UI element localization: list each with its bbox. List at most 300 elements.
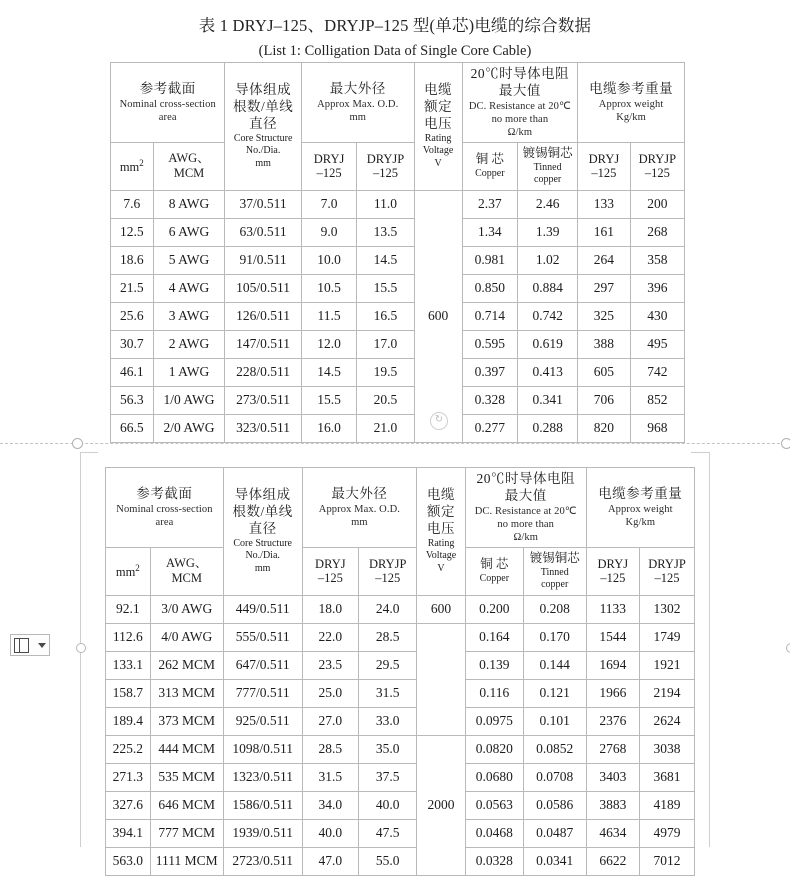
cell-weight-dryjp: 4979 xyxy=(640,819,695,847)
cell-awg-mcm: 262 MCM xyxy=(150,651,223,679)
cell-od-dryjp: 33.0 xyxy=(359,707,417,735)
cell-core-structure: 777/0.511 xyxy=(223,679,302,707)
cell-core-structure: 1939/0.511 xyxy=(223,819,302,847)
cell-od-dryj: 34.0 xyxy=(302,791,359,819)
table-row xyxy=(111,274,685,302)
header-approx-weight-en: Approx weight xyxy=(598,98,664,110)
cell-weight-dryjp: 430 xyxy=(630,302,684,330)
cell-rating-voltage-blank xyxy=(417,623,466,735)
cell-awg-mcm: 1 AWG xyxy=(153,358,225,386)
header-dc-resistance-en2: no more than xyxy=(497,518,555,530)
header-core-structure-cn3: 直径 xyxy=(248,521,277,537)
cell-resistance-copper: 0.981 xyxy=(462,246,518,274)
table-row xyxy=(111,190,685,218)
cell-od-dryj: 12.0 xyxy=(301,330,357,358)
cell-od-dryj: 18.0 xyxy=(302,595,359,623)
cell-od-dryjp: 40.0 xyxy=(359,791,417,819)
page-subtitle: (List 1: Colligation Data of Single Core Cable) xyxy=(258,43,532,59)
header-nominal-area-en2: area xyxy=(155,517,174,528)
header-rating-voltage-en3: V xyxy=(434,157,442,169)
cell-weight-dryj: 1133 xyxy=(586,595,639,623)
subheader-resistance-tinned-cn: 镀锡铜芯 xyxy=(529,551,580,566)
subheader-resistance-copper-cn: 铜 芯 xyxy=(480,557,509,572)
cell-od-dryjp: 47.5 xyxy=(359,819,417,847)
cell-od-dryjp: 16.5 xyxy=(357,302,414,330)
cell-weight-dryj: 264 xyxy=(578,246,631,274)
cell-nominal-area-mm2: 25.6 xyxy=(111,302,154,330)
cell-od-dryj: 31.5 xyxy=(302,763,359,791)
subheader-resistance-copper xyxy=(462,143,518,191)
subheader-resistance-tinned-en: Tinned xyxy=(533,161,562,173)
cell-weight-dryjp: 1921 xyxy=(640,651,695,679)
cell-rating-voltage-2000: 2000 xyxy=(417,735,466,875)
cell-od-dryjp: 17.0 xyxy=(357,330,414,358)
cell-resistance-copper: 0.116 xyxy=(465,679,523,707)
cell-weight-dryjp: 2624 xyxy=(640,707,695,735)
cell-resistance-tinned: 0.0586 xyxy=(523,791,586,819)
header-nominal-area-en: Nominal cross-section xyxy=(116,503,213,515)
cell-rating-voltage: 600 xyxy=(414,190,462,442)
table-row xyxy=(111,386,685,414)
header-core-structure-cn1: 导体组成 xyxy=(235,82,292,98)
header-approx-od-unit: mm xyxy=(349,112,366,123)
cell-resistance-tinned: 0.0487 xyxy=(523,819,586,847)
cell-awg-mcm: 8 AWG xyxy=(153,190,225,218)
subheader-resistance-tinned xyxy=(518,143,578,191)
cell-weight-dryj: 161 xyxy=(578,218,631,246)
table-row xyxy=(106,847,695,875)
cell-resistance-tinned: 1.02 xyxy=(518,246,578,274)
header-nominal-area-en2: area xyxy=(158,112,177,123)
subheader-weight-dryjp-line2: –125 xyxy=(654,571,680,586)
subheader-weight-dryj xyxy=(586,548,639,596)
subheader-resistance-copper-en: Copper xyxy=(479,573,510,584)
cell-nominal-area-mm2: 7.6 xyxy=(111,190,154,218)
cell-weight-dryjp: 3681 xyxy=(640,763,695,791)
cell-core-structure: 63/0.511 xyxy=(225,218,301,246)
cell-weight-dryj: 820 xyxy=(578,414,631,442)
cell-od-dryj: 40.0 xyxy=(302,819,359,847)
cell-od-dryjp: 29.5 xyxy=(359,651,417,679)
table-row xyxy=(111,302,685,330)
cell-weight-dryj: 133 xyxy=(578,190,631,218)
page-title: 表 1 DRYJ–125、DRYJP–125 型(单芯)电缆的综合数据 xyxy=(198,16,592,35)
header-core-structure-sub-en: No./Dia. xyxy=(245,550,280,562)
header-rating-voltage-cn1: 电缆 xyxy=(427,487,456,503)
cell-nominal-area-mm2: 56.3 xyxy=(111,386,154,414)
cell-resistance-copper: 0.200 xyxy=(465,595,523,623)
header-row-group xyxy=(111,63,685,143)
cell-od-dryj: 28.5 xyxy=(302,735,359,763)
cell-weight-dryjp: 396 xyxy=(630,274,684,302)
cell-resistance-copper: 1.34 xyxy=(462,218,518,246)
cell-resistance-tinned: 1.39 xyxy=(518,218,578,246)
cell-core-structure: 323/0.511 xyxy=(225,414,301,442)
cell-awg-mcm: 3/0 AWG xyxy=(150,595,223,623)
header-dc-resistance-cn2: 最大值 xyxy=(498,82,541,98)
header-core-structure-cn2: 根数/单线 xyxy=(232,504,293,520)
subheader-resistance-copper xyxy=(465,548,523,596)
cell-od-dryj: 25.0 xyxy=(302,679,359,707)
header-approx-od xyxy=(302,468,417,548)
cell-od-dryj: 22.0 xyxy=(302,623,359,651)
header-dc-resistance-en3: Ω/km xyxy=(513,532,538,543)
subheader-resistance-tinned-en2: copper xyxy=(534,174,562,186)
cable-data-table-2-container xyxy=(105,467,695,876)
cell-awg-mcm: 1/0 AWG xyxy=(153,386,225,414)
cell-resistance-copper: 0.328 xyxy=(462,386,518,414)
subheader-awg-mcm-text: AWG、MCM xyxy=(168,150,210,181)
cell-resistance-tinned: 0.742 xyxy=(518,302,578,330)
cell-resistance-copper: 0.164 xyxy=(465,623,523,651)
subheader-row-group xyxy=(111,143,685,191)
cell-resistance-tinned: 0.0341 xyxy=(523,847,586,875)
page-break-divider xyxy=(0,443,790,445)
header-approx-weight xyxy=(586,468,694,548)
cell-od-dryj: 15.5 xyxy=(301,386,357,414)
cell-weight-dryjp: 1749 xyxy=(640,623,695,651)
header-dc-resistance-en2: no more than xyxy=(491,113,549,125)
cell-weight-dryjp: 358 xyxy=(630,246,684,274)
cell-nominal-area-mm2: 18.6 xyxy=(111,246,154,274)
cell-od-dryj: 10.5 xyxy=(301,274,357,302)
header-approx-od-unit: mm xyxy=(351,517,368,528)
header-rating-voltage-en2: Voltage xyxy=(425,550,457,562)
cell-weight-dryjp: 2194 xyxy=(640,679,695,707)
cell-core-structure: 647/0.511 xyxy=(223,651,302,679)
subheader-weight-dryjp xyxy=(640,548,695,596)
cell-weight-dryj: 297 xyxy=(578,274,631,302)
cell-weight-dryj: 3883 xyxy=(586,791,639,819)
subheader-od-dryjp-line1: DRYJP xyxy=(368,557,407,572)
cell-nominal-area-mm2: 158.7 xyxy=(106,679,151,707)
header-core-structure xyxy=(225,63,301,191)
cell-core-structure: 1586/0.511 xyxy=(223,791,302,819)
cell-weight-dryj: 325 xyxy=(578,302,631,330)
cell-awg-mcm: 3 AWG xyxy=(153,302,225,330)
cell-weight-dryj: 6622 xyxy=(586,847,639,875)
table-row xyxy=(106,651,695,679)
cell-weight-dryj: 1966 xyxy=(586,679,639,707)
cell-core-structure: 925/0.511 xyxy=(223,707,302,735)
table-title-block xyxy=(0,0,790,60)
header-nominal-area xyxy=(106,468,224,548)
cell-od-dryj: 9.0 xyxy=(301,218,357,246)
table-row xyxy=(106,623,695,651)
cell-od-dryjp: 31.5 xyxy=(359,679,417,707)
cable-data-table-2 xyxy=(105,467,695,876)
cell-rating-voltage-600: 600 xyxy=(417,595,466,623)
margin-corner-top-left xyxy=(80,452,98,453)
cell-resistance-tinned: 0.0852 xyxy=(523,735,586,763)
header-rating-voltage-cn2: 额定 xyxy=(424,99,453,115)
header-approx-od xyxy=(301,63,414,143)
layout-options-toolbar[interactable] xyxy=(10,634,50,656)
header-approx-weight-en2: Kg/km xyxy=(616,112,646,123)
table-row xyxy=(106,763,695,791)
cell-resistance-copper: 0.0328 xyxy=(465,847,523,875)
rotation-handle-icon[interactable]: ↻ xyxy=(430,412,448,430)
header-dc-resistance-cn: 20℃时导体电阻 xyxy=(476,471,575,486)
cell-od-dryjp: 35.0 xyxy=(359,735,417,763)
header-dc-resistance-cn: 20℃时导体电阻 xyxy=(470,66,570,81)
header-core-structure-unit: mm xyxy=(255,157,271,169)
cell-resistance-copper: 0.0680 xyxy=(465,763,523,791)
cell-od-dryj: 47.0 xyxy=(302,847,359,875)
header-core-structure-en: Core Structure xyxy=(233,132,293,144)
cell-resistance-copper: 2.37 xyxy=(462,190,518,218)
subheader-weight-dryj-line1: DRYJ xyxy=(597,557,629,572)
subheader-weight-dryj-line2: –125 xyxy=(600,571,626,586)
cell-od-dryj: 23.5 xyxy=(302,651,359,679)
cell-od-dryj: 11.5 xyxy=(301,302,357,330)
cell-awg-mcm: 6 AWG xyxy=(153,218,225,246)
cell-od-dryjp: 24.0 xyxy=(359,595,417,623)
cell-weight-dryjp: 3038 xyxy=(640,735,695,763)
table-anchor-right[interactable] xyxy=(786,643,790,653)
cell-core-structure: 1098/0.511 xyxy=(223,735,302,763)
cell-resistance-tinned: 0.208 xyxy=(523,595,586,623)
cell-resistance-copper: 0.139 xyxy=(465,651,523,679)
cell-resistance-tinned: 2.46 xyxy=(518,190,578,218)
header-approx-weight-en2: Kg/km xyxy=(625,517,656,528)
subheader-weight-dryj-line2: –125 xyxy=(591,166,617,181)
header-core-structure-cn3: 直径 xyxy=(249,116,278,132)
cell-nominal-area-mm2: 271.3 xyxy=(106,763,151,791)
subheader-od-dryjp-line1: DRYJP xyxy=(366,152,405,167)
subheader-unit-mm2 xyxy=(106,548,151,596)
header-core-structure-en: Core Structure xyxy=(233,537,292,549)
cell-resistance-tinned: 0.619 xyxy=(518,330,578,358)
header-core-structure-sub-en: No./Dia. xyxy=(245,145,281,157)
cell-core-structure: 2723/0.511 xyxy=(223,847,302,875)
subheader-unit-mm2-sup: 2 xyxy=(135,562,140,573)
cell-resistance-tinned: 0.413 xyxy=(518,358,578,386)
margin-guide-right xyxy=(709,452,710,847)
header-dc-resistance-en3: Ω/km xyxy=(507,127,533,138)
subheader-resistance-tinned-en: Tinned xyxy=(540,566,569,578)
subheader-od-dryj-line1: DRYJ xyxy=(313,152,345,167)
cell-weight-dryj: 1694 xyxy=(586,651,639,679)
header-rating-voltage-en1: Rating xyxy=(427,537,455,549)
cell-od-dryj: 16.0 xyxy=(301,414,357,442)
header-nominal-area-cn: 参考截面 xyxy=(136,486,193,501)
cell-nominal-area-mm2: 394.1 xyxy=(106,819,151,847)
cell-resistance-copper: 0.397 xyxy=(462,358,518,386)
cell-core-structure: 37/0.511 xyxy=(225,190,301,218)
table-row xyxy=(111,358,685,386)
header-rating-voltage-cn3: 电压 xyxy=(424,116,453,132)
header-core-structure-unit: mm xyxy=(254,562,271,574)
cell-weight-dryj: 706 xyxy=(578,386,631,414)
cell-weight-dryj: 2376 xyxy=(586,707,639,735)
cell-core-structure: 555/0.511 xyxy=(223,623,302,651)
cell-weight-dryj: 1544 xyxy=(586,623,639,651)
subheader-od-dryjp xyxy=(359,548,417,596)
chevron-down-icon[interactable] xyxy=(38,643,46,648)
page-break-handle-left[interactable] xyxy=(72,438,83,449)
header-approx-od-cn: 最大外径 xyxy=(331,486,388,501)
cell-od-dryj: 7.0 xyxy=(301,190,357,218)
header-rating-voltage-cn1: 电缆 xyxy=(424,82,453,98)
cell-nominal-area-mm2: 133.1 xyxy=(106,651,151,679)
cell-awg-mcm: 2/0 AWG xyxy=(153,414,225,442)
cell-weight-dryj: 388 xyxy=(578,330,631,358)
cell-core-structure: 1323/0.511 xyxy=(223,763,302,791)
cell-awg-mcm: 2 AWG xyxy=(153,330,225,358)
subheader-weight-dryjp-line1: DRYJP xyxy=(648,557,686,572)
cell-od-dryjp: 15.5 xyxy=(357,274,414,302)
cell-nominal-area-mm2: 46.1 xyxy=(111,358,154,386)
header-rating-voltage-en1: Rating xyxy=(424,132,452,144)
subheader-awg-mcm xyxy=(153,143,225,191)
header-core-structure-cn1: 导体组成 xyxy=(234,487,291,503)
subheader-weight-dryjp-line2: –125 xyxy=(644,166,670,181)
cell-od-dryjp: 19.5 xyxy=(357,358,414,386)
table-row xyxy=(106,595,695,623)
cell-awg-mcm: 373 MCM xyxy=(150,707,223,735)
cell-resistance-tinned: 0.144 xyxy=(523,651,586,679)
cell-resistance-copper: 0.714 xyxy=(462,302,518,330)
cell-resistance-copper: 0.277 xyxy=(462,414,518,442)
header-rating-voltage-en3: V xyxy=(437,562,445,574)
subheader-unit-mm2-text: mm xyxy=(115,564,136,579)
header-approx-weight-cn: 电缆参考重量 xyxy=(589,81,674,96)
header-rating-voltage-cn3: 电压 xyxy=(427,521,456,537)
cell-od-dryjp: 28.5 xyxy=(359,623,417,651)
cell-nominal-area-mm2: 66.5 xyxy=(111,414,154,442)
cell-od-dryjp: 55.0 xyxy=(359,847,417,875)
cell-awg-mcm: 535 MCM xyxy=(150,763,223,791)
cell-awg-mcm: 777 MCM xyxy=(150,819,223,847)
cell-core-structure: 147/0.511 xyxy=(225,330,301,358)
cell-core-structure: 449/0.511 xyxy=(223,595,302,623)
cell-od-dryjp: 37.5 xyxy=(359,763,417,791)
cell-weight-dryjp: 200 xyxy=(630,190,684,218)
cell-resistance-tinned: 0.170 xyxy=(523,623,586,651)
header-nominal-area-cn: 参考截面 xyxy=(139,81,196,96)
cell-nominal-area-mm2: 189.4 xyxy=(106,707,151,735)
cell-nominal-area-mm2: 92.1 xyxy=(106,595,151,623)
cell-nominal-area-mm2: 112.6 xyxy=(106,623,151,651)
header-rating-voltage-cn2: 额定 xyxy=(427,504,456,520)
cell-od-dryj: 10.0 xyxy=(301,246,357,274)
cell-resistance-copper: 0.0975 xyxy=(465,707,523,735)
header-dc-resistance-en: DC. Resistance at 20℃ xyxy=(468,100,571,112)
cell-od-dryjp: 14.5 xyxy=(357,246,414,274)
cell-awg-mcm: 4 AWG xyxy=(153,274,225,302)
subheader-weight-dryjp-line1: DRYJP xyxy=(638,152,677,167)
cell-od-dryjp: 21.0 xyxy=(357,414,414,442)
subheader-row-group xyxy=(106,548,695,596)
cell-od-dryj: 27.0 xyxy=(302,707,359,735)
subheader-resistance-copper-cn: 铜 芯 xyxy=(475,152,504,167)
cell-nominal-area-mm2: 327.6 xyxy=(106,791,151,819)
layout-options-icon[interactable] xyxy=(14,638,29,653)
cell-od-dryjp: 20.5 xyxy=(357,386,414,414)
subheader-weight-dryj-line1: DRYJ xyxy=(588,152,620,167)
cell-resistance-tinned: 0.288 xyxy=(518,414,578,442)
cell-weight-dryjp: 852 xyxy=(630,386,684,414)
subheader-od-dryj-line2: –125 xyxy=(317,571,343,586)
subheader-resistance-tinned-en2: copper xyxy=(541,579,569,591)
cell-resistance-copper: 0.0820 xyxy=(465,735,523,763)
page-break-handle-right[interactable] xyxy=(781,438,790,449)
cell-core-structure: 105/0.511 xyxy=(225,274,301,302)
table-row xyxy=(111,414,685,442)
cell-weight-dryj: 4634 xyxy=(586,819,639,847)
cell-nominal-area-mm2: 21.5 xyxy=(111,274,154,302)
header-rating-voltage xyxy=(414,63,462,191)
header-rating-voltage-en2: Voltage xyxy=(422,145,454,157)
subheader-od-dryjp xyxy=(357,143,414,191)
header-row-group xyxy=(106,468,695,548)
cell-weight-dryj: 3403 xyxy=(586,763,639,791)
cell-core-structure: 228/0.511 xyxy=(225,358,301,386)
header-approx-od-cn: 最大外径 xyxy=(329,81,386,96)
cell-od-dryjp: 11.0 xyxy=(357,190,414,218)
table-row xyxy=(106,819,695,847)
header-approx-od-en: Approx Max. O.D. xyxy=(317,98,399,110)
table-row xyxy=(106,791,695,819)
cell-core-structure: 126/0.511 xyxy=(225,302,301,330)
header-core-structure xyxy=(223,468,302,596)
subheader-weight-dryj xyxy=(578,143,631,191)
subheader-awg-mcm xyxy=(150,548,223,596)
header-dc-resistance xyxy=(462,63,578,143)
subheader-od-dryj-line1: DRYJ xyxy=(315,557,346,572)
header-rating-voltage xyxy=(417,468,466,596)
cell-weight-dryjp: 268 xyxy=(630,218,684,246)
header-dc-resistance-cn2: 最大值 xyxy=(504,487,547,503)
cell-core-structure: 273/0.511 xyxy=(225,386,301,414)
cell-nominal-area-mm2: 225.2 xyxy=(106,735,151,763)
cell-core-structure: 91/0.511 xyxy=(225,246,301,274)
subheader-resistance-copper-en: Copper xyxy=(475,168,505,179)
header-approx-weight-en: Approx weight xyxy=(608,503,673,515)
subheader-od-dryjp-line2: –125 xyxy=(375,571,401,586)
table-row xyxy=(106,707,695,735)
table-row xyxy=(111,218,685,246)
margin-corner-top-right xyxy=(691,452,709,453)
cell-resistance-tinned: 0.121 xyxy=(523,679,586,707)
cable-data-table-1 xyxy=(110,62,685,443)
table-row xyxy=(106,735,695,763)
table-row xyxy=(111,330,685,358)
cell-resistance-copper: 0.850 xyxy=(462,274,518,302)
header-core-structure-cn2: 根数/单线 xyxy=(232,99,294,115)
cell-nominal-area-mm2: 563.0 xyxy=(106,847,151,875)
header-approx-weight xyxy=(578,63,685,143)
cell-weight-dryjp: 742 xyxy=(630,358,684,386)
cell-nominal-area-mm2: 12.5 xyxy=(111,218,154,246)
subheader-od-dryj-line2: –125 xyxy=(316,166,342,181)
table-anchor-left[interactable] xyxy=(76,643,86,653)
header-approx-weight-cn: 电缆参考重量 xyxy=(598,486,683,501)
cell-resistance-tinned: 0.884 xyxy=(518,274,578,302)
subheader-awg-mcm-text: AWG、MCM xyxy=(166,555,208,586)
table-row xyxy=(111,246,685,274)
cell-awg-mcm: 4/0 AWG xyxy=(150,623,223,651)
cell-awg-mcm: 646 MCM xyxy=(150,791,223,819)
cell-nominal-area-mm2: 30.7 xyxy=(111,330,154,358)
subheader-unit-mm2 xyxy=(111,143,154,191)
table-row xyxy=(106,679,695,707)
cell-weight-dryjp: 968 xyxy=(630,414,684,442)
subheader-unit-mm2-text: mm xyxy=(119,159,140,174)
subheader-resistance-tinned xyxy=(523,548,586,596)
cell-awg-mcm: 313 MCM xyxy=(150,679,223,707)
